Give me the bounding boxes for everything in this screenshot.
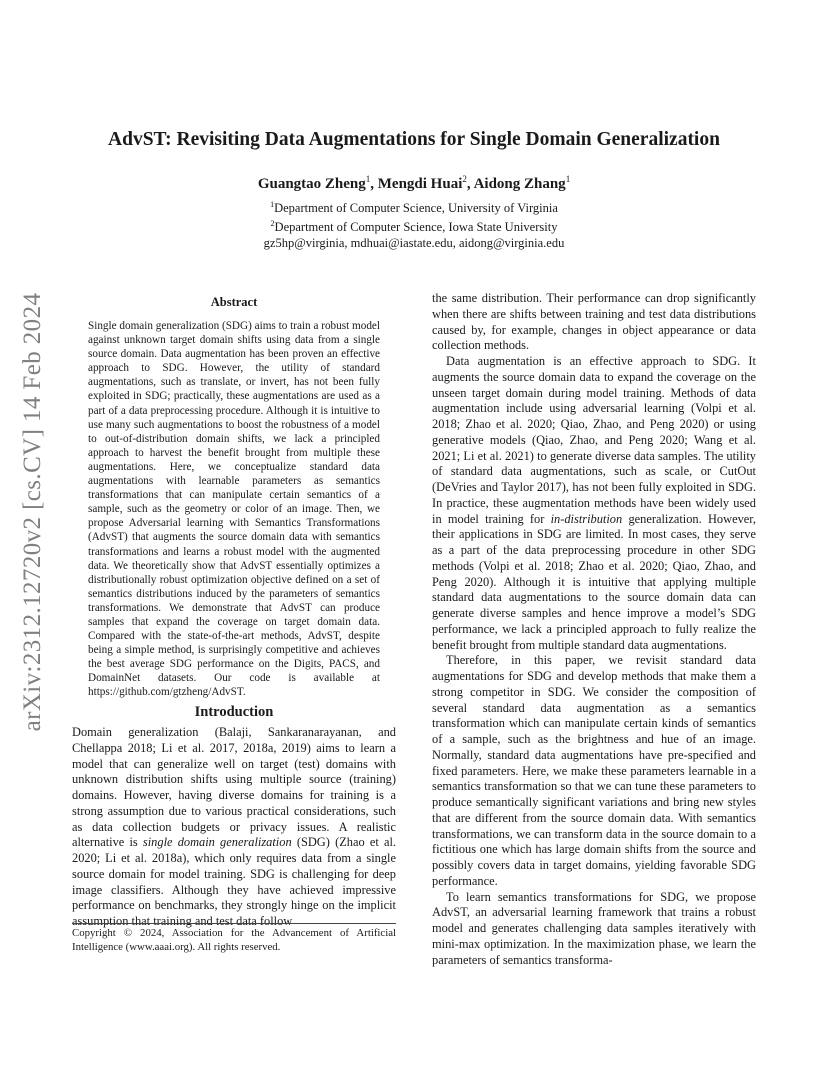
right-column <box>432 291 756 968</box>
intro-text: (SDG) (Zhao et al. 2020; Li et al. 2018a), which only requires data from a single source domain for model training. SDG is challenging for deep image classifiers. Although they have achieved impressive performance on benchmarks, they strongly hinge on the implicit assumption that training and test data follow <box>72 835 396 928</box>
author-affil-mark: 2 <box>462 174 467 184</box>
abstract-body: Single domain generalization (SDG) aims to train a robust model against unknown target domain shifts using data from a single source domain. Data augmentation has been proven an effective approach to SDG. However, the utility of standard augmentations, such as translate, or invert, has not been fully exploited in SDG; practically, these augmentations are used as a part of a data preprocessing procedure. Although it is intuitive to use many such augmentations to boost the robustness of a model to out-of-distribution domain shifts, we lack a principled approach to harvest the benefit brought from multiple these augmentations. Here, we conceptualize standard data augmentations with learnable parameters as semantics transformations that can manipulate certain semantics of a sample, such as the geometry or color of an image. Then, we propose Adversarial learning with Semantics Transformations (AdvST) that augments the source domain data with semantics transformations and learns a robust model with the augmented data. We theoretically show that AdvST essentially optimizes a distributionally robust optimization objective defined on a set of semantics distributions induced by the parameters of semantics transformations. We demonstrate that AdvST can produce samples that expand the coverage on target domain data. Compared with the state-of-the-art methods, AdvST, despite being a simple method, is surprisingly competitive and achieves the best average SDG performance on the Digits, PACS, and DomainNet datasets. Our code is available at https://github.com/gtzheng/AdvST. <box>88 320 380 699</box>
body-paragraph: To learn semantics transformations for SDG, we propose AdvST, an adversarial learning framework that trains a robust model and generates challenging data samples iteratively with mini-max optimization. In the maximization phase, we learn the parameters of semantics transforma- <box>432 889 756 967</box>
paper-title: AdvST: Revisiting Data Augmentations for Single Domain Generalization <box>108 129 720 150</box>
introduction-heading: Introduction <box>194 704 274 720</box>
abstract-heading: Abstract <box>210 295 258 309</box>
author-name: Aidong Zhang <box>473 176 566 192</box>
author-name: Guangtao Zheng <box>257 176 366 192</box>
body-text: generalization. However, their applications in SDG are limited. In most cases, they serve as a part of the data preprocessing procedure in other SDG methods (Volpi et al. 2018; Zhao et al. 2020; Qiao, Zhao, and Peng 2020). Although it is intuitive that applying multiple standard data augmentations to the source domain data can generate diverse samples and hence improve a model’s SDG performance, we lack a principled approach to fully realize the benefit brought from multiple standard data augmentations. <box>432 511 756 652</box>
arxiv-identifier-text: arXiv:2312.12720v2 [cs.CV] 14 Feb 2024 <box>19 292 46 732</box>
body-text: Data augmentation is an effective approach to SDG. It augments the source domain data to expand the coverage on the unseen target domain during model training. Methods of data augmentation include using adversarial learning (Volpi et al. 2018; Zhao et al. 2020; Qiao, Zhao, and Peng 2020) or using generative models (Qiao, Zhao, and Peng 2020; Wang et al. 2021; Li et al. 2021) to generate diverse data samples. The utility of standard data augmentations, such as scale, or CutOut (DeVries and Taylor 2017), has not been fully exploited in SDG. In practice, these augmentation methods have been widely used in model training for <box>432 354 756 526</box>
footnote-divider <box>72 923 396 924</box>
author-list <box>60 174 768 193</box>
body-emphasis: in-distribution <box>550 511 623 526</box>
arxiv-identifier <box>14 292 52 732</box>
body-paragraph: the same distribution. Their performance can drop significantly when there are shifts between training and test data distributions caused by, for example, changes in object appearance or data collection methods. <box>432 291 756 353</box>
copyright-notice: Copyright © 2024, Association for the Advancement of Artificial Intelligence (www.aaai.org). All rights reserved. <box>72 927 396 953</box>
author-separator: , <box>370 176 378 192</box>
affiliation-text: Department of Computer Science, Iowa State University <box>274 220 558 235</box>
affiliations <box>60 197 768 251</box>
affiliation <box>60 197 768 216</box>
affiliation-text: Department of Computer Science, University of Virginia <box>274 201 558 216</box>
affiliation-mark: 1 <box>270 200 275 209</box>
body-paragraph <box>432 354 756 653</box>
affiliation <box>60 216 768 235</box>
author-affil-mark: 1 <box>565 174 571 184</box>
introduction-paragraph <box>72 725 396 930</box>
author-separator: , <box>466 176 474 192</box>
body-paragraph: Therefore, in this paper, we revisit standard data augmentations for SDG and develop methods that make them a strong competitor in SDG. We consider the composition of several standard data augmentation as a semantics transformation which can manipulate certain kinds of semantics of a sample, such as the brightness and hue of an image. Normally, standard data augmentations have pre-specified and fixed parameters. Here, we make these parameters learnable in a semantics transformation so that we can tune these parameters to produce semantically significant variations and bring new styles that are different from the source domain data. With semantics transformations, we can transform data in the source domain to a fictitious one which has large domain shifts from the source and possibly covers data in target domains, yielding favorable SDG performance. <box>432 653 756 888</box>
author-emails: gz5hp@virginia, mdhuai@iastate.edu, aidong@virginia.edu <box>263 236 565 251</box>
author-affil-mark: 1 <box>365 174 371 184</box>
intro-text: Domain generalization (Balaji, Sankaranarayanan, and Chellappa 2018; Li et al. 2017, 2018a, 2019) aims to learn a model that can generalize well on target (test) domains with unknown distribution shifts using multiple source (training) domains. However, having diverse domains for training is a strong assumption due to various practical considerations, such as data collection budgets or privacy issues. A realistic alternative is <box>72 725 396 850</box>
author-name: Mengdi Huai <box>377 176 463 192</box>
intro-emphasis: single domain generalization <box>142 835 292 850</box>
affiliation-mark: 2 <box>270 219 275 229</box>
